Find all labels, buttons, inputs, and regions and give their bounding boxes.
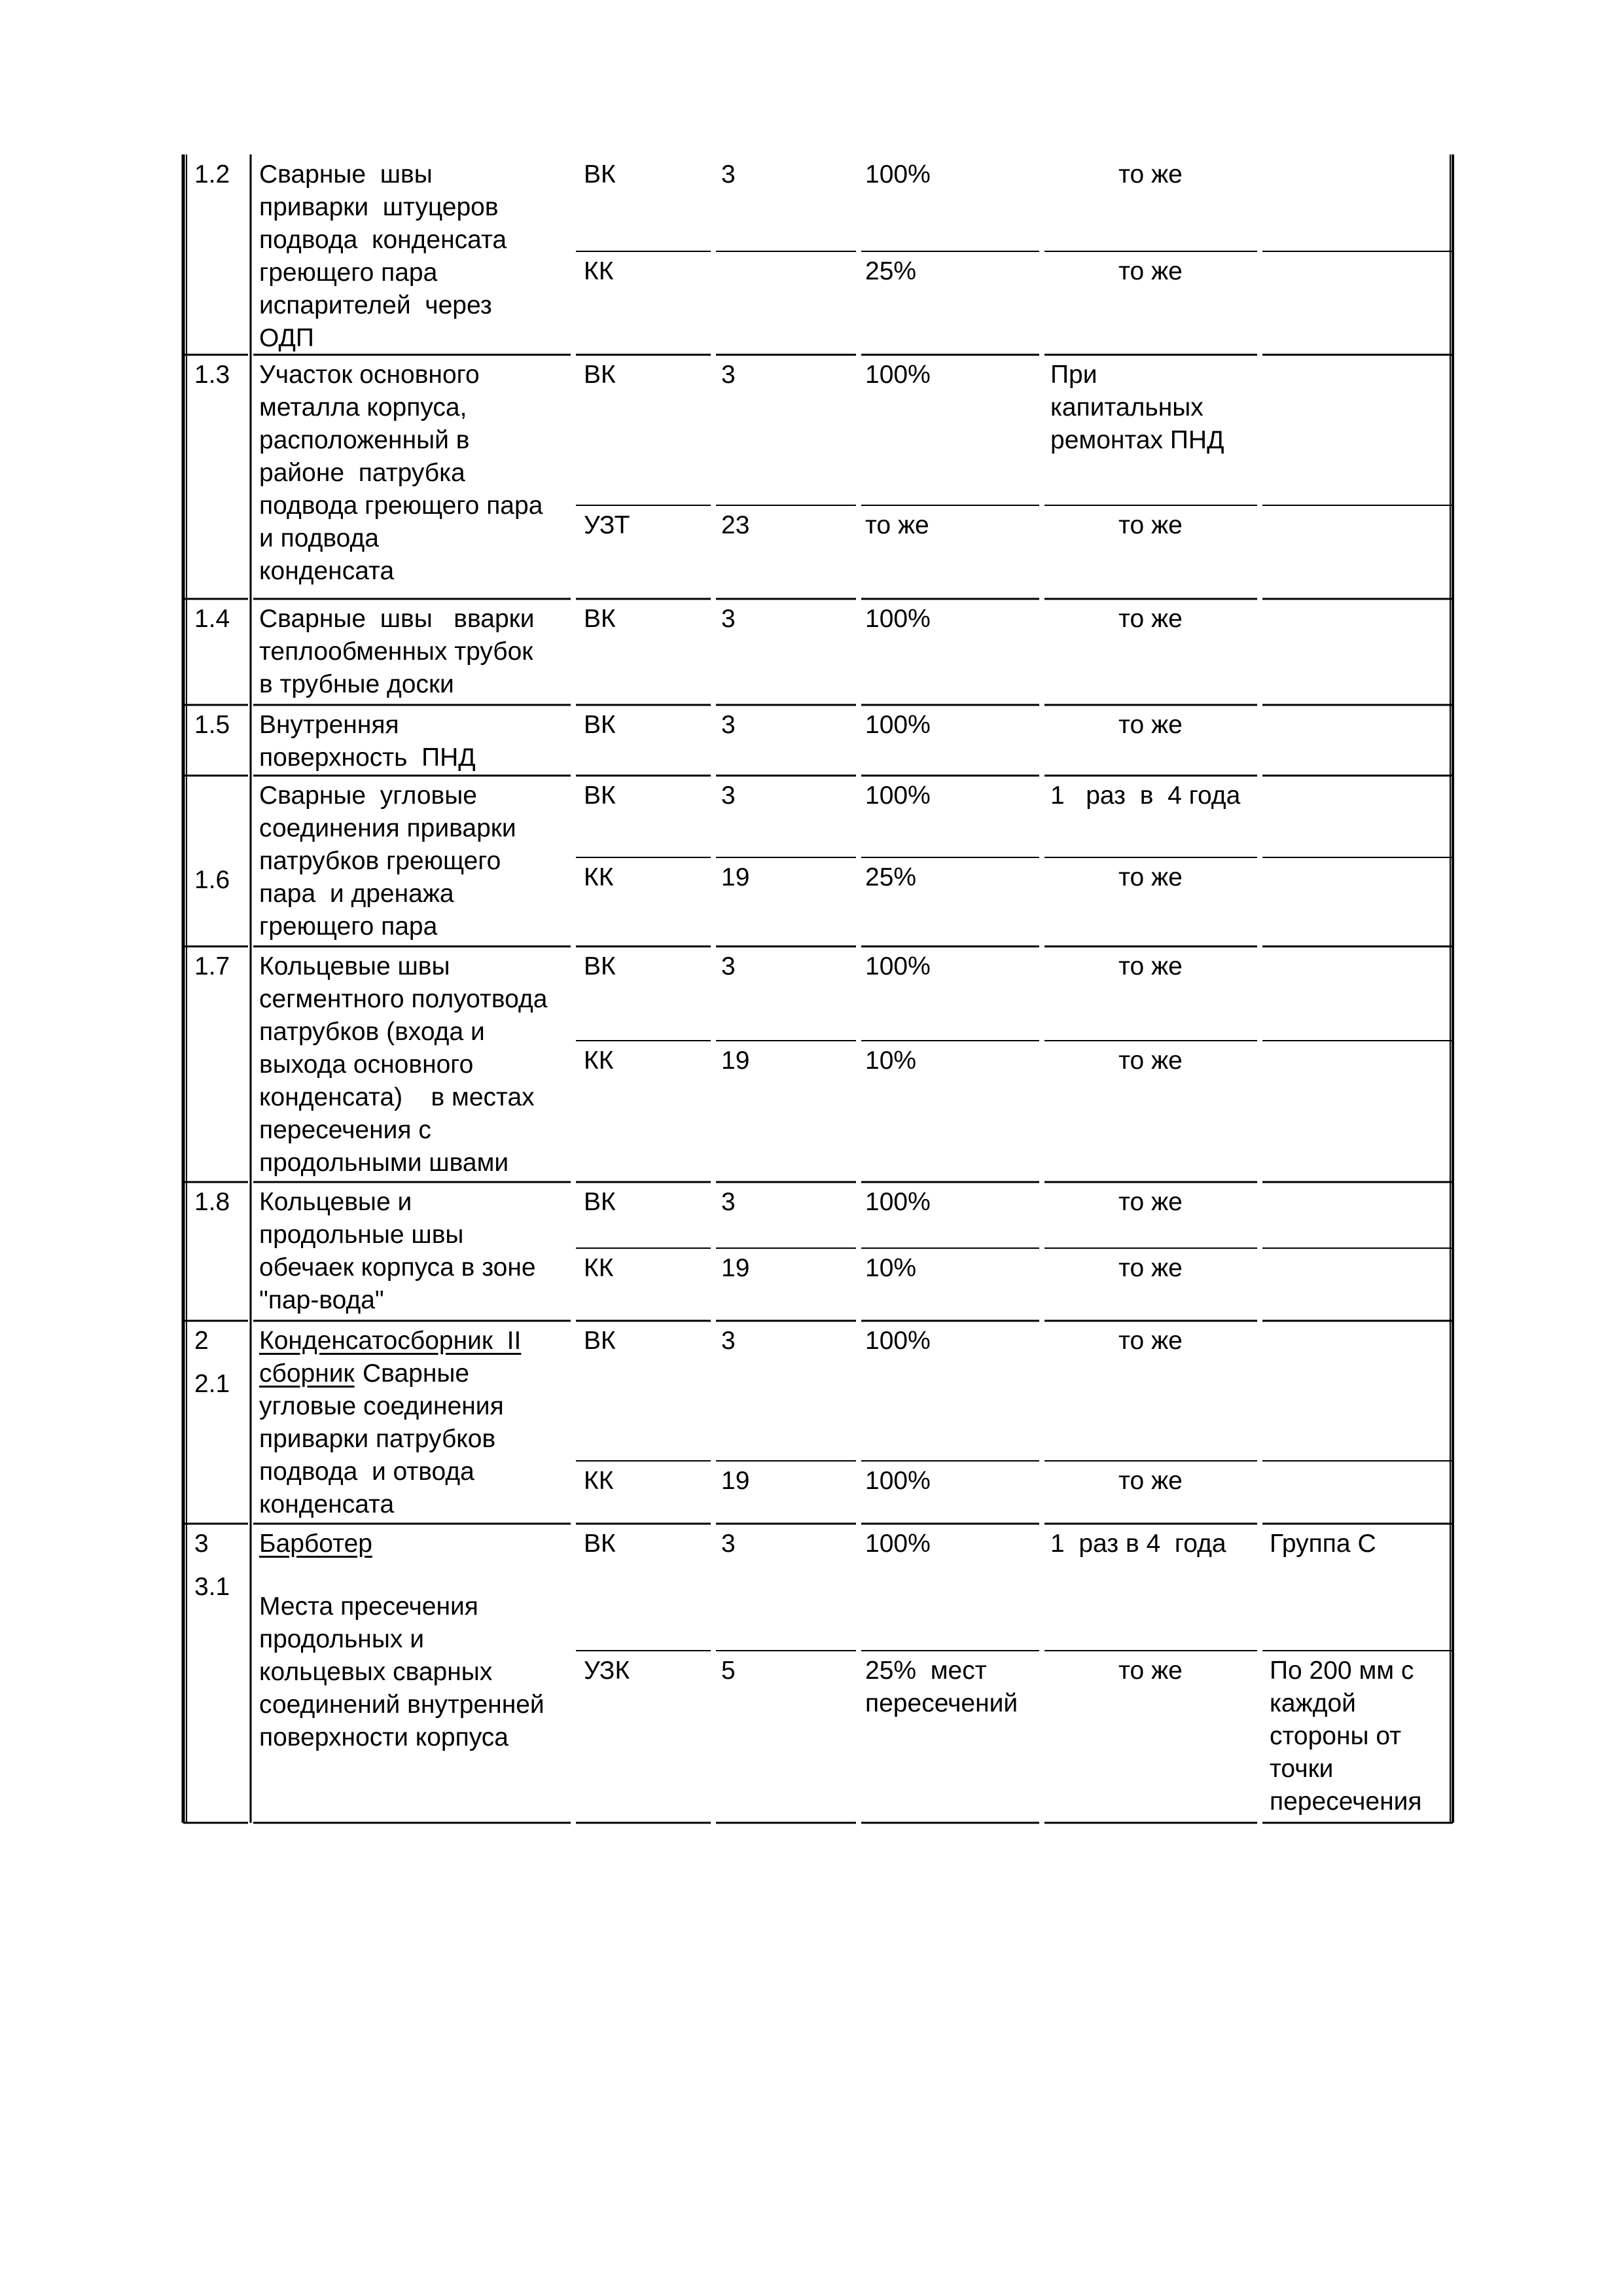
check-document: 3 xyxy=(721,160,736,188)
check-period: 1 раз в 4 года xyxy=(1050,781,1241,810)
row-number: 1.7 xyxy=(194,952,230,980)
row-description: металла корпуса, xyxy=(259,393,467,422)
check-document: 3 xyxy=(721,781,736,810)
check-scope: 100% xyxy=(865,605,931,633)
row-description: подвода конденсата xyxy=(259,226,507,254)
check-scope: 100% xyxy=(865,1327,931,1355)
row-description: Места пресечения xyxy=(259,1592,478,1621)
check-period: то же xyxy=(1118,1047,1183,1075)
row-description: расположенный в xyxy=(259,426,470,454)
check-scope: 100% xyxy=(865,361,931,389)
row-description: греющего пара xyxy=(259,912,438,941)
row-section-title: Конденсатосборник II xyxy=(259,1327,522,1355)
check-scope: пересечений xyxy=(865,1689,1018,1717)
check-method: ВК xyxy=(584,1530,616,1558)
row-description: соединения приварки xyxy=(259,814,516,842)
row-description: соединений внутренней xyxy=(259,1691,544,1719)
row-description: Сварные угловые xyxy=(259,781,477,810)
row-description: Кольцевые швы xyxy=(259,952,450,980)
check-scope: 25% xyxy=(865,863,917,891)
check-scope: 100% xyxy=(865,160,931,188)
check-method: ВК xyxy=(584,1327,616,1355)
check-scope: 100% xyxy=(865,781,931,810)
check-note: пересечения xyxy=(1270,1787,1422,1816)
check-period: то же xyxy=(1118,1188,1183,1216)
check-method: УЗТ xyxy=(584,511,630,539)
row-description: продольных и xyxy=(259,1625,424,1653)
check-method: ВК xyxy=(584,605,616,633)
check-document: 19 xyxy=(721,1254,750,1282)
row-description: кольцевых сварных xyxy=(259,1658,493,1686)
check-method: КК xyxy=(584,1047,614,1075)
row-subnumber: 2.1 xyxy=(194,1370,230,1398)
check-method: УЗК xyxy=(584,1657,630,1685)
row-description: и подвода xyxy=(259,524,379,552)
check-period: то же xyxy=(1118,257,1183,285)
row-description: пара и дренажа xyxy=(259,880,454,908)
row-description: Участок основного xyxy=(259,361,480,389)
check-document: 3 xyxy=(721,711,736,739)
check-scope: 100% xyxy=(865,952,931,980)
row-description: угловые соединения xyxy=(259,1392,504,1420)
check-period: то же xyxy=(1118,605,1183,633)
check-method: ВК xyxy=(584,1188,616,1216)
check-method: КК xyxy=(584,1467,614,1495)
row-description: поверхность ПНД xyxy=(259,744,476,772)
check-period: то же xyxy=(1118,711,1183,739)
row-number: 1.6 xyxy=(194,866,230,894)
row-description: конденсата) в местах xyxy=(259,1083,535,1111)
row-description: продольными швами xyxy=(259,1149,509,1177)
row-number: 1.4 xyxy=(194,605,230,633)
row-description: подвода греющего пара xyxy=(259,492,543,520)
check-document: 23 xyxy=(721,511,750,539)
row-description: подвода и отвода xyxy=(259,1458,474,1486)
row-description: Внутренняя xyxy=(259,711,399,739)
check-period: то же xyxy=(1118,160,1183,188)
row-description: патрубков (входа и xyxy=(259,1018,485,1046)
check-document: 19 xyxy=(721,1047,750,1075)
check-scope: 100% xyxy=(865,1188,931,1216)
check-scope: 25% xyxy=(865,257,917,285)
row-description: приварки патрубков xyxy=(259,1425,496,1453)
check-period: капитальных xyxy=(1050,393,1204,422)
row-number: 1.2 xyxy=(194,160,230,188)
check-period: ремонтах ПНД xyxy=(1050,426,1224,454)
row-number: 2 xyxy=(194,1327,209,1355)
check-method: ВК xyxy=(584,952,616,980)
check-note: стороны от xyxy=(1270,1722,1402,1750)
check-method: ВК xyxy=(584,781,616,810)
check-period: 1 раз в 4 года xyxy=(1050,1530,1226,1558)
row-description: выхода основного xyxy=(259,1050,474,1079)
row-description: сегментного полуотвода xyxy=(259,985,548,1013)
check-method: КК xyxy=(584,863,614,891)
row-description: Сварные швы вварки xyxy=(259,605,535,633)
check-method: ВК xyxy=(584,711,616,739)
row-description: патрубков греющего xyxy=(259,847,501,875)
check-document: 5 xyxy=(721,1657,736,1685)
check-period: то же xyxy=(1118,1657,1183,1685)
check-period: то же xyxy=(1118,863,1183,891)
row-description: теплообменных трубок xyxy=(259,637,533,666)
check-method: КК xyxy=(584,1254,614,1282)
row-number: 1.5 xyxy=(194,711,230,739)
row-description: Кольцевые и xyxy=(259,1188,412,1216)
check-scope: то же xyxy=(865,511,929,539)
check-method: ВК xyxy=(584,160,616,188)
check-note: каждой xyxy=(1270,1689,1356,1717)
row-description: ОДП xyxy=(259,324,314,352)
check-period: то же xyxy=(1118,1467,1183,1495)
check-scope: 10% xyxy=(865,1254,917,1282)
check-document: 3 xyxy=(721,1327,736,1355)
check-period: то же xyxy=(1118,952,1183,980)
check-scope: 100% xyxy=(865,1530,931,1558)
row-description: Сварные xyxy=(363,1359,470,1388)
check-period: то же xyxy=(1118,511,1183,539)
row-number: 1.8 xyxy=(194,1188,230,1216)
row-description: приварки штуцеров xyxy=(259,193,499,221)
row-description: продольные швы xyxy=(259,1221,464,1249)
row-description: "пар-вода" xyxy=(259,1286,384,1314)
check-document: 3 xyxy=(721,952,736,980)
check-note: Группа С xyxy=(1270,1530,1376,1558)
row-description: греющего пара xyxy=(259,259,438,287)
check-scope: 100% xyxy=(865,711,931,739)
check-method: КК xyxy=(584,257,614,285)
check-method: ВК xyxy=(584,361,616,389)
check-scope: 10% xyxy=(865,1047,917,1075)
row-description: Сварные швы xyxy=(259,160,433,188)
check-document: 3 xyxy=(721,605,736,633)
row-description: пересечения с xyxy=(259,1116,431,1144)
row-number: 1.3 xyxy=(194,361,230,389)
row-section-title: Барботер xyxy=(259,1530,372,1558)
row-subnumber: 3.1 xyxy=(194,1573,230,1601)
check-document: 19 xyxy=(721,863,750,891)
row-description: в трубные доски xyxy=(259,670,454,698)
check-scope: 100% xyxy=(865,1467,931,1495)
row-description: конденсата xyxy=(259,557,395,585)
check-period: то же xyxy=(1118,1327,1183,1355)
check-note: По 200 мм с xyxy=(1270,1657,1414,1685)
row-section-title: сборник xyxy=(259,1359,355,1388)
row-description: конденсата xyxy=(259,1490,395,1518)
row-description: районе патрубка xyxy=(259,459,465,487)
check-period: то же xyxy=(1118,1254,1183,1282)
check-scope: 25% мест xyxy=(865,1657,987,1685)
check-document: 3 xyxy=(721,1530,736,1558)
check-document: 3 xyxy=(721,1188,736,1216)
row-number: 3 xyxy=(194,1530,209,1558)
check-document: 19 xyxy=(721,1467,750,1495)
check-document: 3 xyxy=(721,361,736,389)
row-description: испарителей через xyxy=(259,291,492,319)
check-note: точки xyxy=(1270,1755,1334,1783)
row-description: обечаек корпуса в зоне xyxy=(259,1253,536,1282)
check-period: При xyxy=(1050,361,1097,389)
row-description: поверхности корпуса xyxy=(259,1723,508,1751)
